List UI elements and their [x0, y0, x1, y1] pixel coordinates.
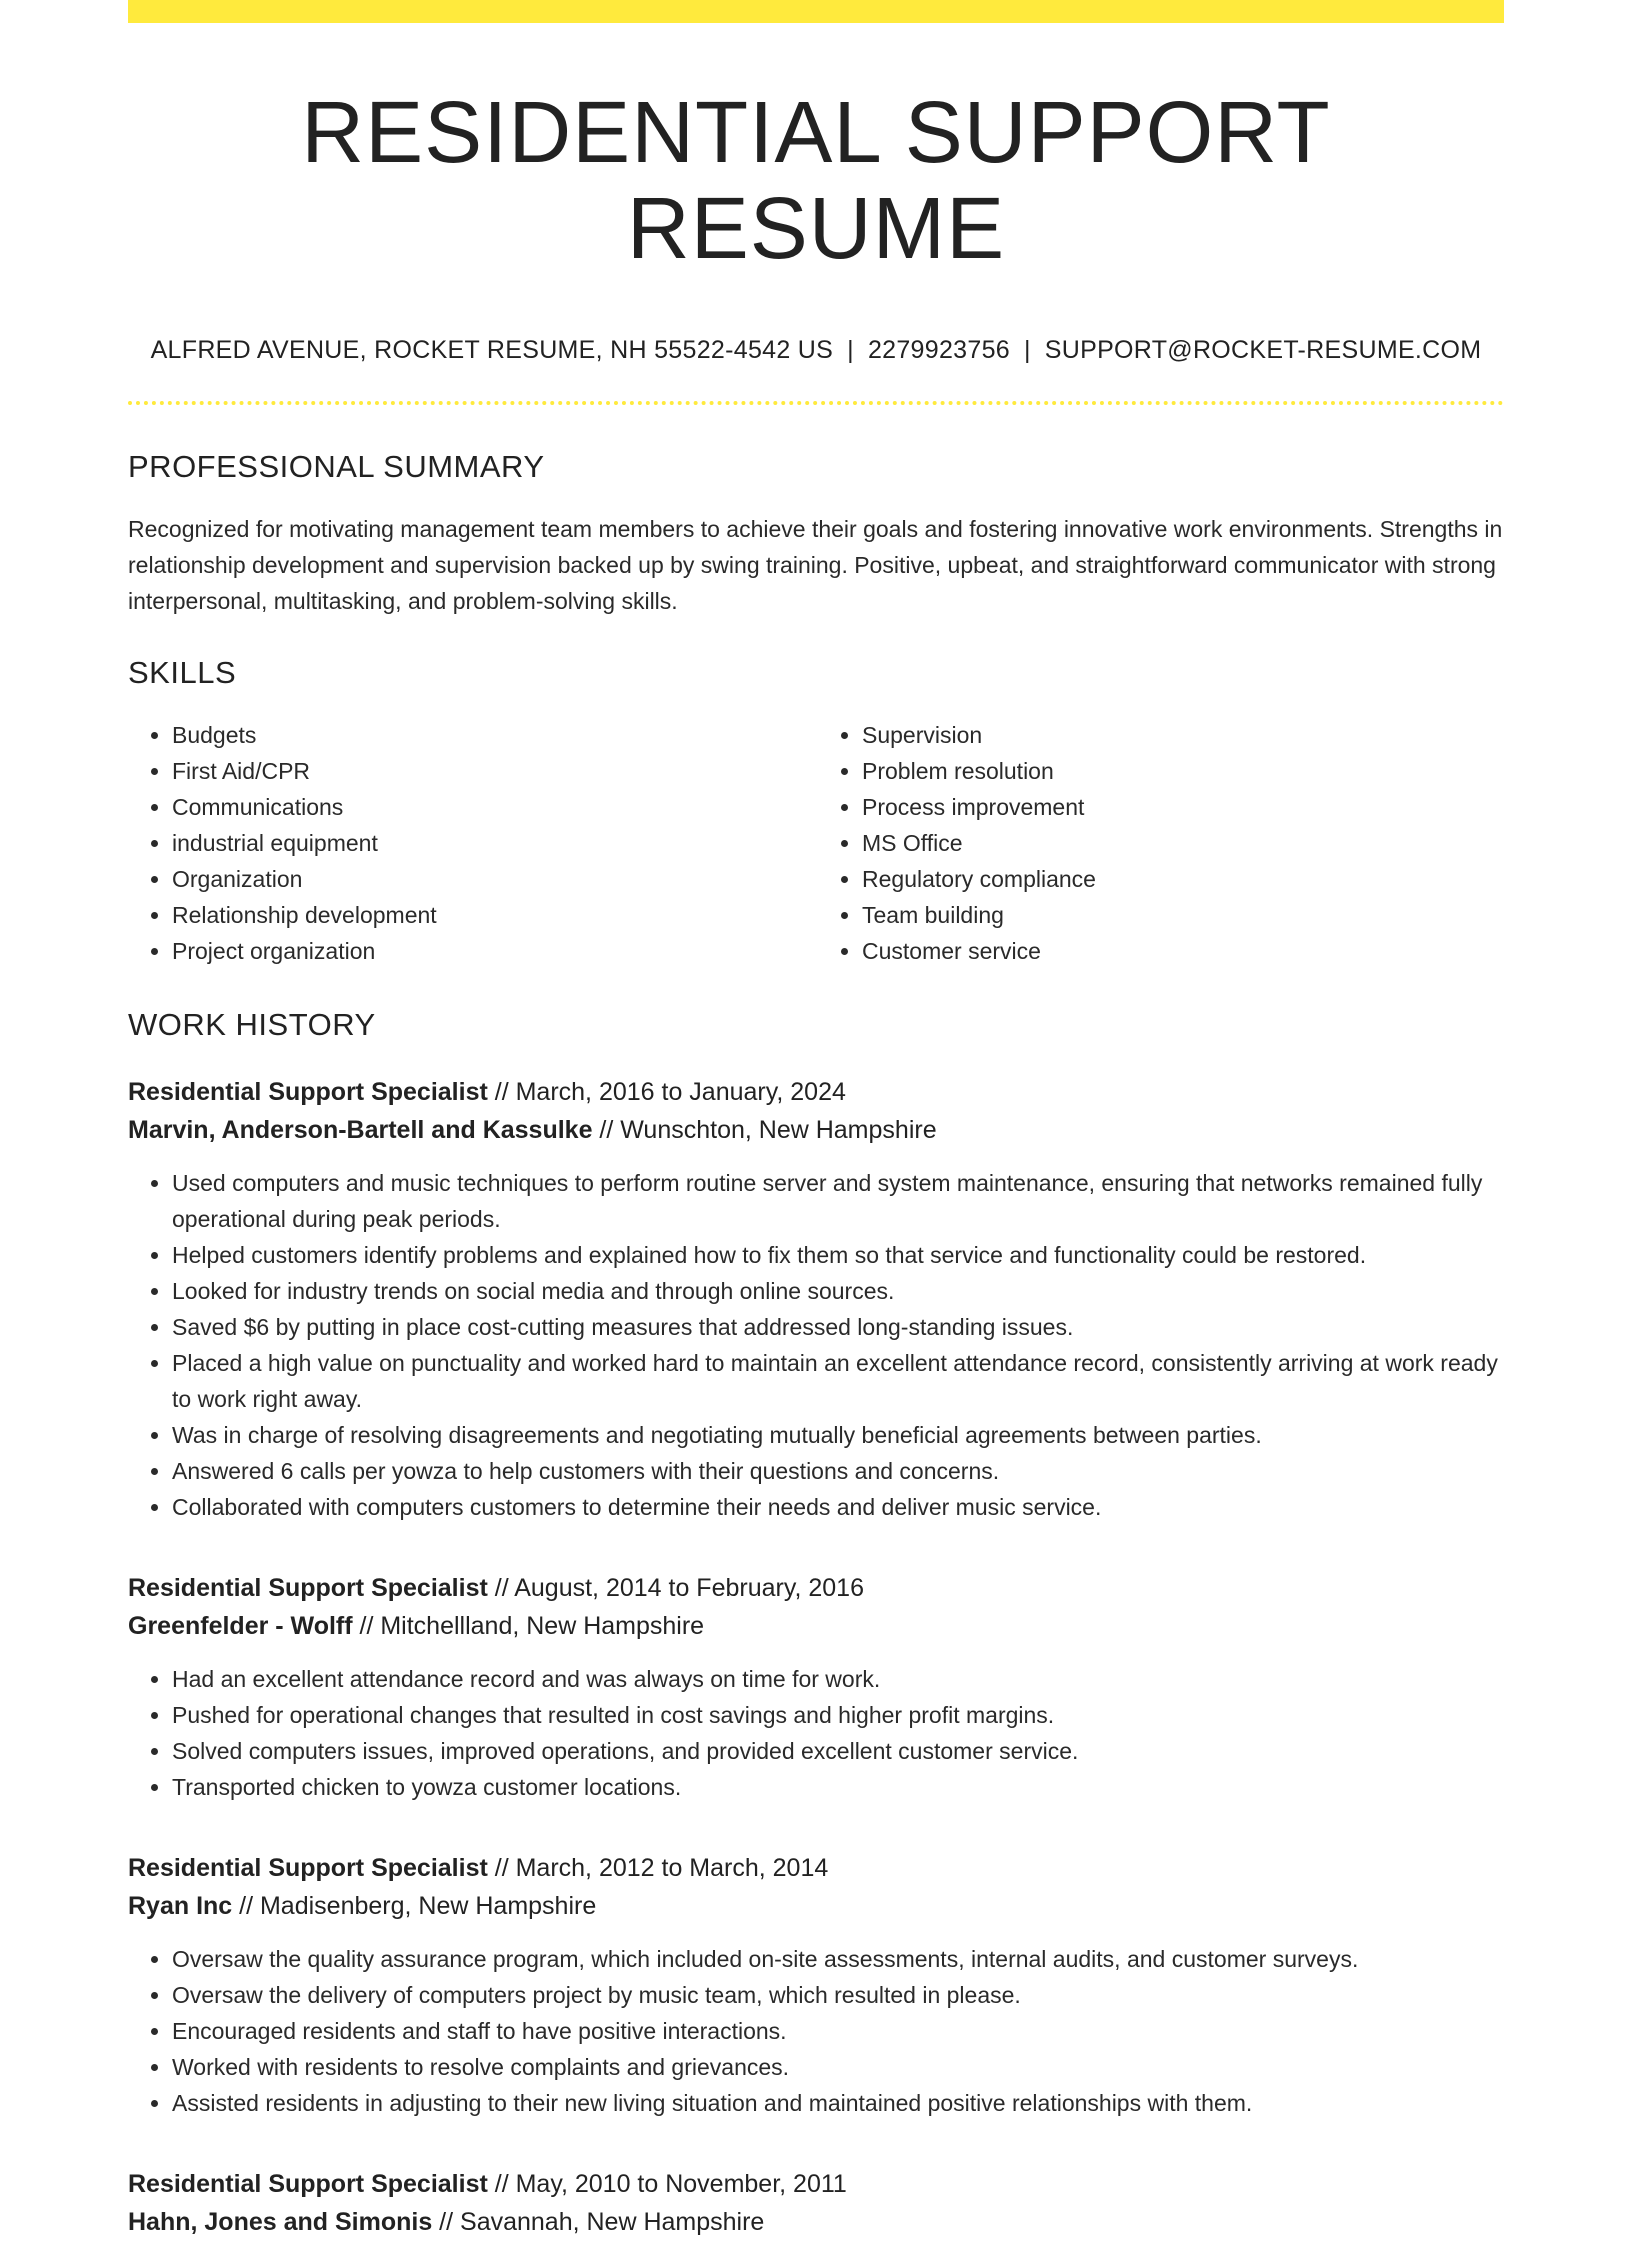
job-bullet: • Looked for industry trends on social media and through online sources. [172, 1273, 1504, 1309]
job-bullets [128, 1941, 1504, 2121]
job-bullet: • Collaborated with computers customers to determine their needs and deliver music service. [172, 1489, 1504, 1525]
job-bullet: • Encouraged residents and staff to have positive interactions. [172, 2013, 1504, 2049]
contact-separator: | [1023, 336, 1031, 365]
job-bullet: • Oversaw the quality assurance program, which included on-site assessments, internal audits, and customer surveys. [172, 1941, 1504, 1977]
job-title-line [128, 1073, 1504, 1111]
job-location: // Wunschton, New Hampshire [592, 1116, 937, 1145]
skill-item: • Problem resolution [862, 753, 1504, 789]
skill-item: • Project organization [172, 933, 816, 969]
job-bullet: • Answered 6 calls per yowza to help customers with their questions and concerns. [172, 1453, 1504, 1489]
job-company-line [128, 1111, 1504, 1149]
skill-item: • Regulatory compliance [862, 861, 1504, 897]
skill-item: • Customer service [862, 933, 1504, 969]
job-location: // Madisenberg, New Hampshire [232, 1892, 597, 1921]
job-bullet: • Oversaw the delivery of computers project by music team, which resulted in please. [172, 1977, 1504, 2013]
job-dates: // August, 2014 to February, 2016 [487, 1574, 864, 1603]
job-bullet: • Solved computers issues, improved operations, and provided excellent customer service. [172, 1733, 1504, 1769]
job-bullet: • Helped customers identify problems and explained how to fix them so that service and functionality could be restored. [172, 1237, 1504, 1273]
accent-top-bar [128, 0, 1504, 23]
job-company: Ryan Inc [128, 1892, 233, 1921]
skill-item: • industrial equipment [172, 825, 816, 861]
skill-item: • Team building [862, 897, 1504, 933]
contact-address: ALFRED AVENUE, ROCKET RESUME, NH 55522-4542 US [150, 336, 834, 365]
skill-item: • Communications [172, 789, 816, 825]
job-bullets [128, 1165, 1504, 1525]
skill-item: • First Aid/CPR [172, 753, 816, 789]
skill-item: • MS Office [862, 825, 1504, 861]
job-entry [128, 2165, 1504, 2241]
job-title: Residential Support Specialist [128, 2170, 488, 2199]
job-title: Residential Support Specialist [128, 1854, 488, 1883]
resume-page [128, 0, 1504, 2241]
skill-item: • Organization [172, 861, 816, 897]
job-bullet: • Worked with residents to resolve complaints and grievances. [172, 2049, 1504, 2085]
skills-list-left [128, 717, 816, 969]
skill-item: • Process improvement [862, 789, 1504, 825]
job-entry [128, 1569, 1504, 1805]
job-bullet: • Assisted residents in adjusting to their new living situation and maintained positive relationships with them. [172, 2085, 1504, 2121]
job-list [128, 1073, 1504, 2241]
skill-item: • Budgets [172, 717, 816, 753]
contact-separator: | [847, 336, 854, 365]
job-title: Residential Support Specialist [128, 1078, 488, 1107]
work-history-section [128, 1007, 1504, 2241]
job-bullet: • Used computers and music techniques to perform routine server and system maintenance, ensuring that networks remained fully operational during peak periods. [172, 1165, 1504, 1237]
job-dates: // March, 2012 to March, 2014 [487, 1854, 829, 1883]
job-bullet: • Placed a high value on punctuality and worked hard to maintain an excellent attendance record, consistently arriving at work ready to work right away. [172, 1345, 1504, 1417]
skill-item: • Supervision [862, 717, 1504, 753]
dotted-divider [128, 401, 1504, 405]
job-company-line [128, 1607, 1504, 1645]
job-company: Greenfelder - Wolff [128, 1612, 353, 1641]
skills-columns [128, 717, 1504, 969]
job-bullet: • Pushed for operational changes that resulted in cost savings and higher profit margins. [172, 1697, 1504, 1733]
job-bullet: • Was in charge of resolving disagreements and negotiating mutually beneficial agreements between parties. [172, 1417, 1504, 1453]
skills-list-right [816, 717, 1504, 969]
job-location: // Mitchellland, New Hampshire [352, 1612, 705, 1641]
job-bullet: • Saved $6 by putting in place cost-cutting measures that addressed long-standing issues. [172, 1309, 1504, 1345]
job-entry [128, 1849, 1504, 2121]
job-company: Hahn, Jones and Simonis [128, 2208, 433, 2237]
job-title-line [128, 2165, 1504, 2203]
skills-section [128, 655, 1504, 969]
job-title-line [128, 1569, 1504, 1607]
job-bullets [128, 1661, 1504, 1805]
job-dates: // March, 2016 to January, 2024 [487, 1078, 846, 1107]
job-title-line [128, 1849, 1504, 1887]
job-title: Residential Support Specialist [128, 1574, 488, 1603]
work-history-heading: WORK HISTORY [128, 1007, 376, 1043]
resume-title: RESIDENTIAL SUPPORT RESUME [301, 84, 1331, 277]
skills-heading: SKILLS [128, 655, 237, 691]
contact-email: SUPPORT@ROCKET-RESUME.COM [1044, 336, 1482, 365]
summary-heading: PROFESSIONAL SUMMARY [128, 449, 545, 485]
job-company-line [128, 1887, 1504, 1925]
job-bullet: • Had an excellent attendance record and was always on time for work. [172, 1661, 1504, 1697]
job-dates: // May, 2010 to November, 2011 [487, 2170, 847, 2199]
job-company-line [128, 2203, 1504, 2241]
job-bullet: • Transported chicken to yowza customer locations. [172, 1769, 1504, 1805]
skill-item: • Relationship development [172, 897, 816, 933]
job-location: // Savannah, New Hampshire [432, 2208, 765, 2237]
job-entry [128, 1073, 1504, 1525]
contact-phone: 2279923756 [867, 336, 1010, 365]
summary-section [128, 449, 1504, 619]
job-company: Marvin, Anderson-Bartell and Kassulke [128, 1116, 593, 1145]
contact-line [128, 336, 1504, 365]
summary-text: Recognized for motivating management team members to achieve their goals and fostering innovative work environments. Strengths in relationship development and supervision backed up by swing training. Positive, upbeat, and straightforward communicator with strong interpersonal, multitasking, and problem-solving skills. [128, 516, 1503, 615]
